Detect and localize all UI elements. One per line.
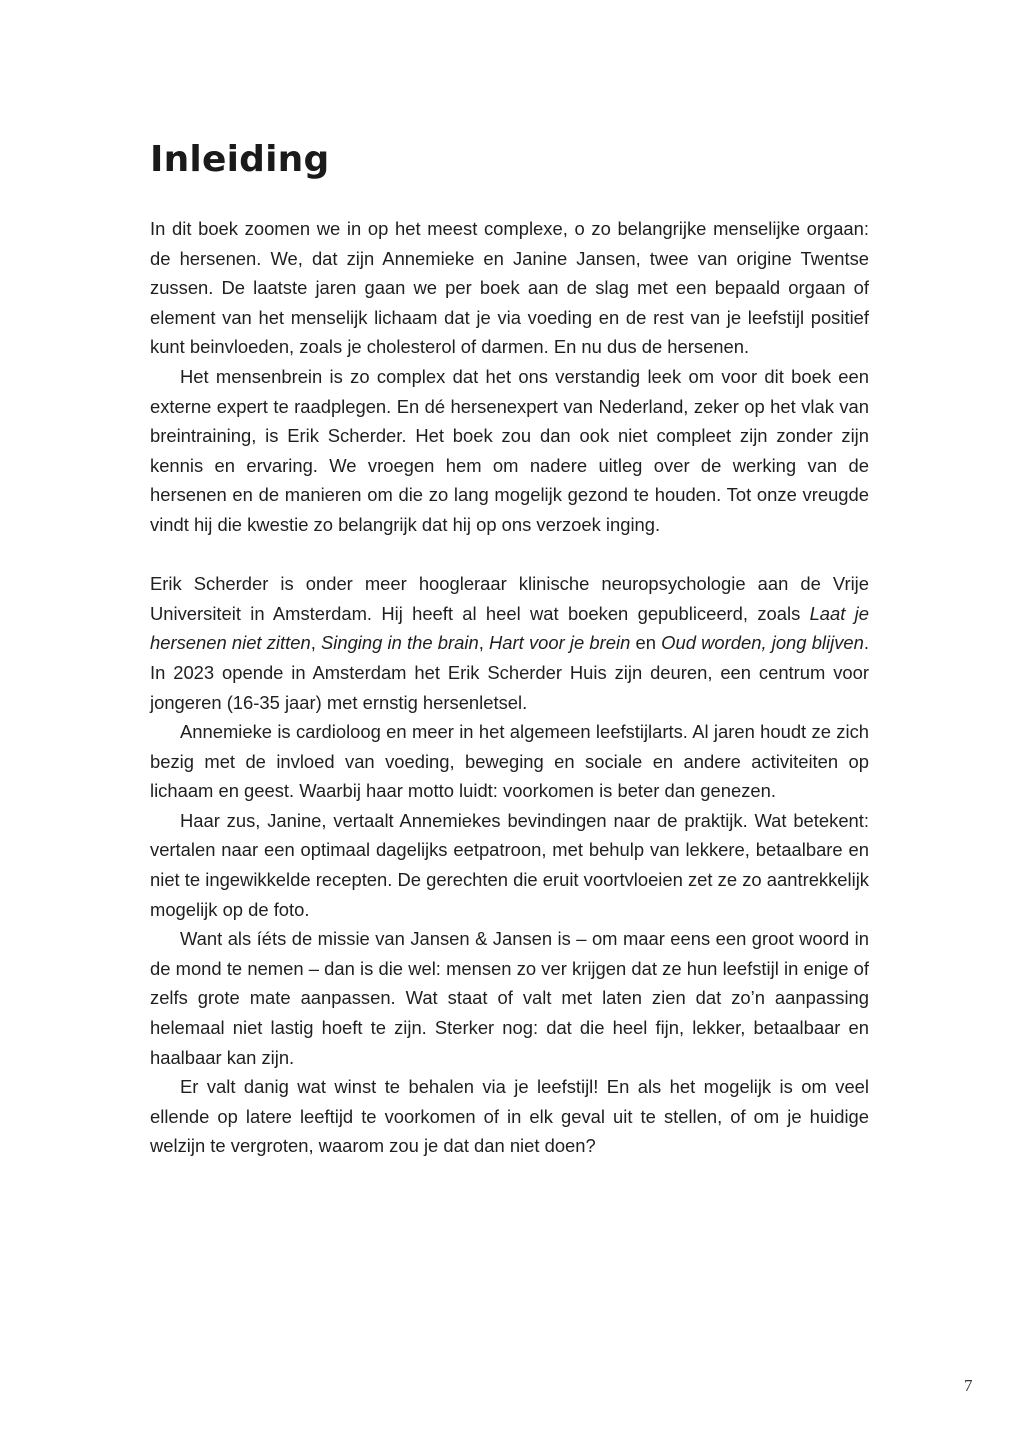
body-text	[150, 214, 869, 1161]
page-title: Inleiding	[150, 139, 330, 180]
page-number: 7	[964, 1376, 973, 1395]
paragraph-intro: In dit boek zoomen we in op het meest complexe, o zo belangrijke menselijke orgaan: de hersenen. We, dat zijn Annemieke en Janine Jansen, twee van origine Twentse zussen. De laatste jaren gaan we per boek aan de slag met een bepaald orgaan of element van het menselijk lichaam dat je via voeding en de rest van je leefstijl positief kunt beinvloeden, zoals je cholesterol of darmen. En nu dus de hersenen.	[150, 218, 869, 358]
book-title: Singing in the brain	[321, 632, 479, 654]
paragraph-janine: Haar zus, Janine, vertaalt Annemiekes bevindingen naar de praktijk. Wat betekent: vertalen naar een optimaal dagelijks eetpatroon, met behulp van lekkere, betaalbare en niet te ingewikkelde recepten. De gerechten die eruit voortvloeien zet ze zo aantrekkelijk mogelijk op de foto.	[150, 809, 869, 920]
paragraph-expert: Het mensenbrein is zo complex dat het ons verstandig leek om voor dit boek een externe expert te raadplegen. En dé hersenexpert van Nederland, zeker op het vlak van breintraining, is Erik Scherder. Het boek zou dan ook niet compleet zijn zonder zijn kennis en ervaring. We vroegen hem om nadere uitleg over de werking van de hersenen en de manieren om die zo lang mogelijk gezond te houden. Tot onze vreugde vindt hij die kwestie zo belangrijk dat hij op ons verzoek inging.	[150, 365, 869, 535]
text-span: en	[630, 632, 662, 654]
book-title: Laat je hersenen niet zitten	[150, 602, 869, 654]
paragraph-mission: Want als íéts de missie van Jansen & Jansen is – om maar eens een groot woord in de mond te nemen – dan is die wel: mensen zo ver krijgen dat ze hun leefstijl in enige of zelfs grote mate aanpassen. Wat staat of valt met laten zien dat zo’n aanpassing helemaal niet lastig hoeft te zijn. Sterker nog: dat die heel fijn, lekker, betaalbaar en haalbaar kan zijn.	[150, 928, 869, 1068]
text-span: Erik Scherder is onder meer hoogleraar klinische neuropsychologie aan de Vrije Universiteit in Amsterdam. Hij heeft al heel wat boeken gepubliceerd, zoals	[150, 573, 869, 624]
book-title: Oud worden, jong blijven	[661, 632, 864, 654]
text-span: ,	[310, 632, 321, 654]
text-span: . In 2023 opende in Amsterdam het Erik Scherder Huis zijn deuren, een centrum voor jongeren (16-35 jaar) met ernstig hersenletsel.	[150, 632, 869, 713]
text-span: ,	[478, 632, 490, 654]
book-title: Hart voor je brein	[489, 632, 631, 654]
section-gap	[150, 540, 869, 570]
paragraph-scherder	[150, 569, 869, 717]
paragraph-conclusion: Er valt danig wat winst te behalen via je leefstijl! En als het mogelijk is om veel ellende op latere leeftijd te voorkomen of in elk geval uit te stellen, of om je huidige welzijn te vergroten, waarom zou je dat dan niet doen?	[150, 1076, 869, 1157]
paragraph-annemieke: Annemieke is cardioloog en meer in het algemeen leefstijlarts. Al jaren houdt ze zich bezig met de invloed van voeding, beweging en sociale en andere activiteiten op lichaam en geest. Waarbij haar motto luidt: voorkomen is beter dan genezen.	[150, 721, 869, 802]
